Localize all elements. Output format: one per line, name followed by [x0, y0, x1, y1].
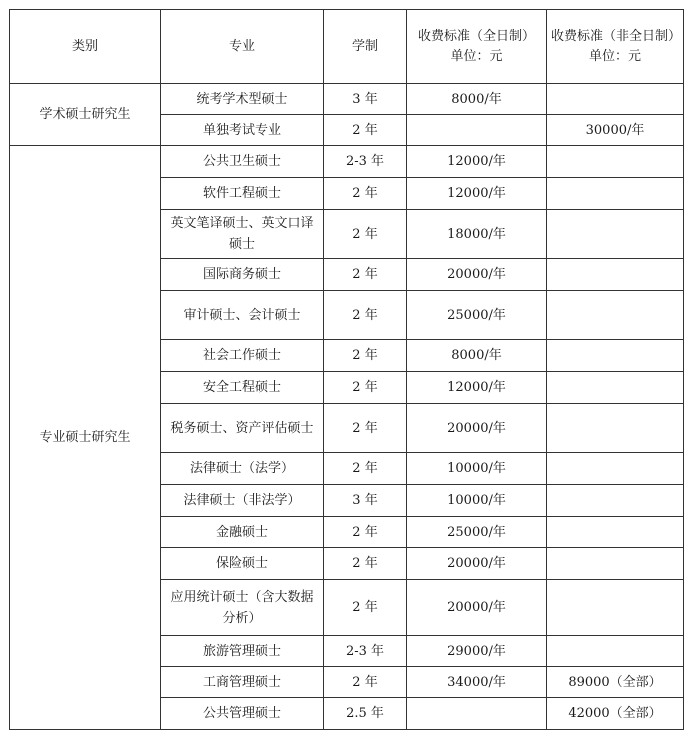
fulltime-cell: 8000/年: [407, 84, 547, 115]
category-cell: 专业硕士研究生: [10, 146, 161, 730]
parttime-cell: 30000/年: [547, 115, 684, 146]
major-cell: 法律硕士（非法学）: [161, 485, 324, 517]
parttime-cell: [547, 259, 684, 291]
fulltime-cell: 20000/年: [407, 259, 547, 291]
header-fulltime-unit: 单位：元: [450, 48, 503, 64]
major-cell: 公共管理硕士: [161, 698, 324, 730]
parttime-cell: [547, 636, 684, 667]
major-cell: 法律硕士（法学）: [161, 453, 324, 485]
duration-cell: 2-3 年: [324, 146, 407, 178]
parttime-cell: [547, 291, 684, 340]
table-row: [10, 84, 684, 115]
header-major: 专业: [161, 10, 324, 84]
tuition-table: [9, 9, 684, 730]
major-cell: 审计硕士、会计硕士: [161, 291, 324, 340]
duration-cell: 2 年: [324, 580, 407, 636]
fulltime-cell: [407, 115, 547, 146]
major-cell: 税务硕士、资产评估硕士: [161, 404, 324, 453]
fulltime-cell: 25000/年: [407, 291, 547, 340]
fulltime-cell: 12000/年: [407, 372, 547, 404]
duration-cell: 2 年: [324, 340, 407, 372]
major-cell: 公共卫生硕士: [161, 146, 324, 178]
category-cell: 学术硕士研究生: [10, 84, 161, 146]
fulltime-cell: 20000/年: [407, 548, 547, 580]
duration-cell: 3 年: [324, 84, 407, 115]
duration-cell: 2 年: [324, 667, 407, 698]
parttime-cell: [547, 485, 684, 517]
header-duration: 学制: [324, 10, 407, 84]
duration-cell: 2 年: [324, 517, 407, 548]
major-cell: 金融硕士: [161, 517, 324, 548]
fulltime-cell: 10000/年: [407, 453, 547, 485]
major-cell: 统考学术型硕士: [161, 84, 324, 115]
header-fulltime-fee: [407, 10, 547, 84]
parttime-cell: [547, 210, 684, 259]
parttime-cell: [547, 372, 684, 404]
table-row: [10, 146, 684, 178]
major-cell: 社会工作硕士: [161, 340, 324, 372]
fulltime-cell: 20000/年: [407, 404, 547, 453]
major-cell: 软件工程硕士: [161, 178, 324, 210]
header-fulltime-title: 收费标准（全日制）: [417, 28, 535, 44]
parttime-cell: [547, 548, 684, 580]
major-cell: 单独考试专业: [161, 115, 324, 146]
duration-cell: 2 年: [324, 291, 407, 340]
parttime-cell: 89000（全部）: [547, 667, 684, 698]
fulltime-cell: 20000/年: [407, 580, 547, 636]
fulltime-cell: 18000/年: [407, 210, 547, 259]
fulltime-cell: 12000/年: [407, 146, 547, 178]
major-cell: 国际商务硕士: [161, 259, 324, 291]
parttime-cell: [547, 146, 684, 178]
major-cell: 应用统计硕士（含大数据分析）: [161, 580, 324, 636]
duration-cell: 2.5 年: [324, 698, 407, 730]
header-parttime-unit: 单位：元: [588, 48, 641, 64]
fulltime-cell: 29000/年: [407, 636, 547, 667]
fulltime-cell: [407, 698, 547, 730]
parttime-cell: [547, 404, 684, 453]
duration-cell: 2 年: [324, 178, 407, 210]
header-category: 类别: [10, 10, 161, 84]
duration-cell: 2 年: [324, 453, 407, 485]
duration-cell: 2 年: [324, 115, 407, 146]
table-body: [10, 84, 684, 730]
duration-cell: 2 年: [324, 372, 407, 404]
major-cell: 保险硕士: [161, 548, 324, 580]
duration-cell: 2 年: [324, 404, 407, 453]
header-row: [10, 10, 684, 84]
major-cell: 安全工程硕士: [161, 372, 324, 404]
parttime-cell: [547, 580, 684, 636]
major-cell: 工商管理硕士: [161, 667, 324, 698]
fulltime-cell: 10000/年: [407, 485, 547, 517]
parttime-cell: 42000（全部）: [547, 698, 684, 730]
fulltime-cell: 34000/年: [407, 667, 547, 698]
parttime-cell: [547, 517, 684, 548]
major-cell: 英文笔译硕士、英文口译硕士: [161, 210, 324, 259]
duration-cell: 2 年: [324, 548, 407, 580]
duration-cell: 2 年: [324, 259, 407, 291]
duration-cell: 2 年: [324, 210, 407, 259]
parttime-cell: [547, 453, 684, 485]
header-parttime-fee: [547, 10, 684, 84]
parttime-cell: [547, 84, 684, 115]
major-cell: 旅游管理硕士: [161, 636, 324, 667]
duration-cell: 3 年: [324, 485, 407, 517]
parttime-cell: [547, 178, 684, 210]
fulltime-cell: 25000/年: [407, 517, 547, 548]
fulltime-cell: 12000/年: [407, 178, 547, 210]
fulltime-cell: 8000/年: [407, 340, 547, 372]
duration-cell: 2-3 年: [324, 636, 407, 667]
parttime-cell: [547, 340, 684, 372]
header-parttime-title: 收费标准（非全日制）: [551, 28, 682, 44]
